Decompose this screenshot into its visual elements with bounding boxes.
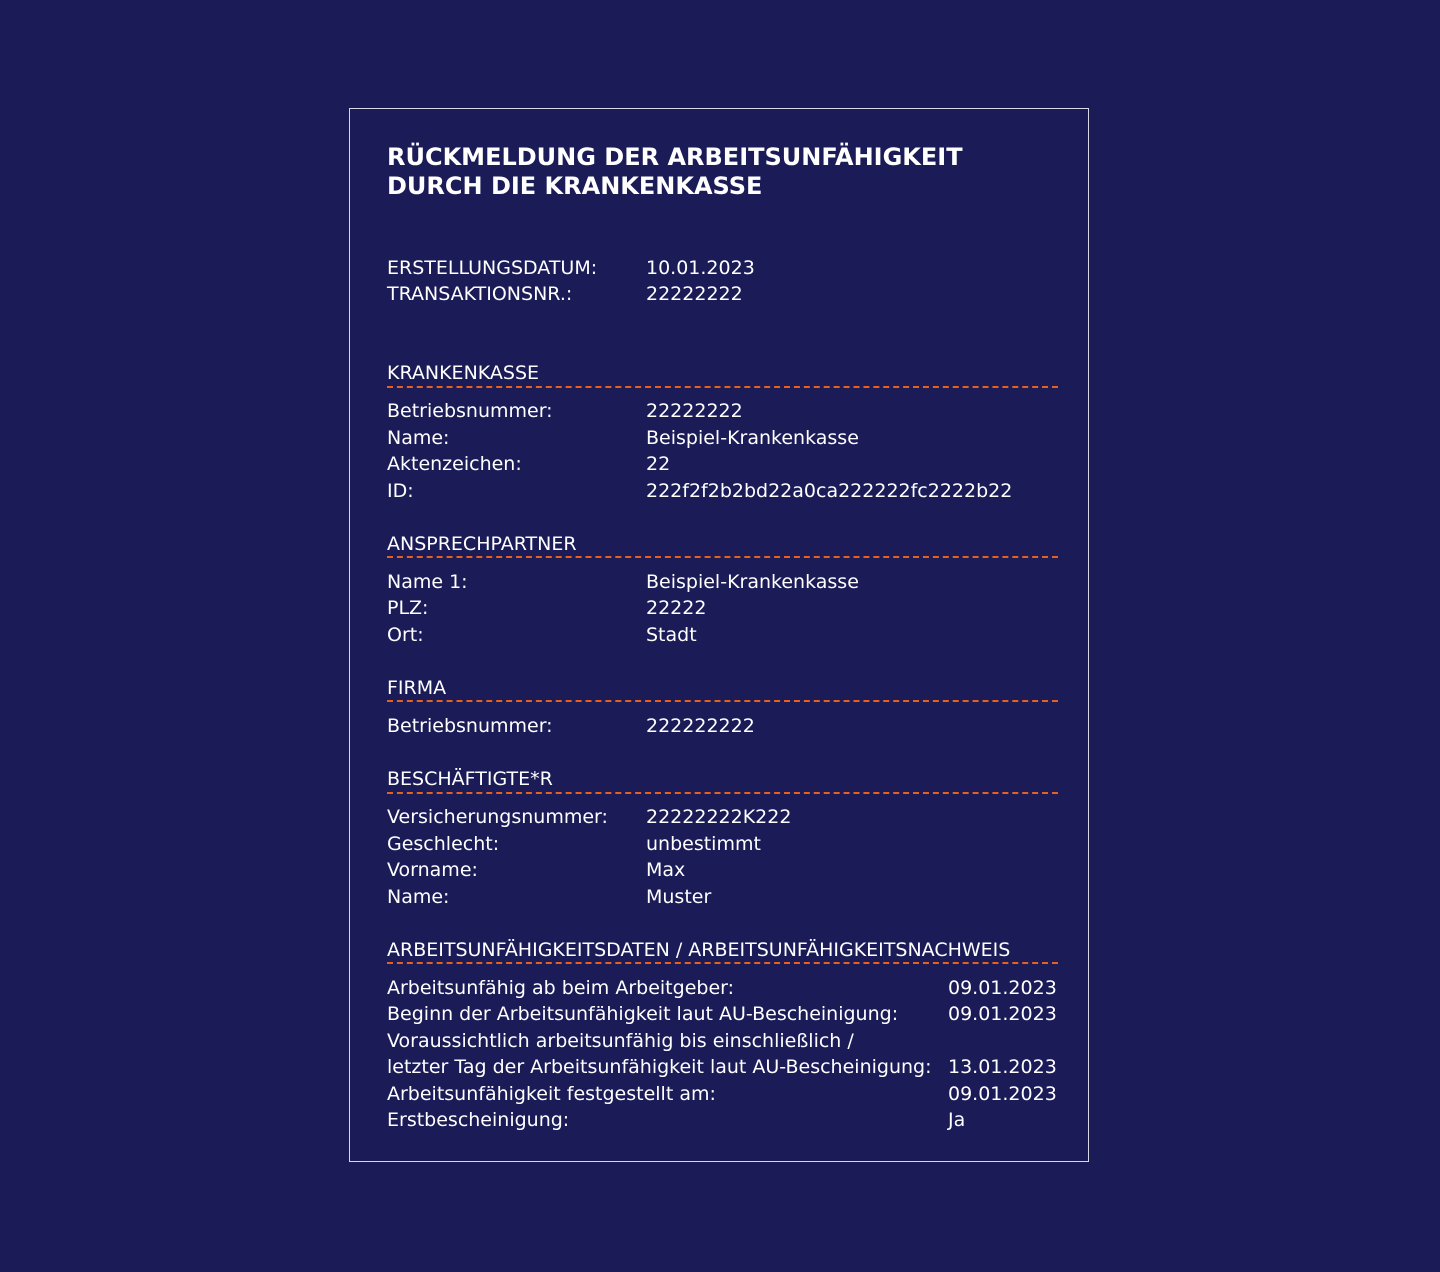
field-label: ID:: [387, 480, 414, 502]
section-heading-beschaeftigte: BESCHÄFTIGTE*R: [387, 768, 553, 790]
field-label: Name:: [387, 427, 450, 449]
field-row: [387, 831, 1058, 857]
field-label: Vorname:: [387, 859, 478, 881]
field-row: [387, 804, 1058, 830]
field-value: 22: [646, 453, 671, 475]
field-value: 09.01.2023: [948, 977, 1057, 999]
section-divider: [387, 386, 1058, 388]
field-row: [387, 975, 1058, 1001]
field-row: [387, 1001, 1058, 1027]
field-row: [387, 1054, 1058, 1080]
field-value: 09.01.2023: [948, 1003, 1057, 1025]
field-label: Name:: [387, 886, 450, 908]
field-label: Versicherungsnummer:: [387, 806, 608, 828]
field-label: Geschlecht:: [387, 833, 500, 855]
field-value: 13.01.2023: [948, 1056, 1057, 1078]
section-heading-krankenkasse: KRANKENKASSE: [387, 362, 540, 384]
section-divider: [387, 792, 1058, 794]
field-value: 222f2f2b2bd22a0ca222222fc2222b22: [646, 480, 1013, 502]
field-row: [387, 713, 1058, 739]
field-label: Name 1:: [387, 571, 468, 593]
field-value: Max: [646, 859, 686, 881]
field-row: [387, 1107, 1058, 1133]
section-divider: [387, 700, 1058, 702]
document-card: [349, 108, 1089, 1162]
document-title: RÜCKMELDUNG DER ARBEITSUNFÄHIGKEIT DURCH DIE KRANKENKASSE: [387, 143, 963, 200]
meta-value: 22222222: [646, 283, 743, 305]
field-row: [387, 569, 1058, 595]
field-row: [387, 884, 1058, 910]
section-heading-firma: FIRMA: [387, 677, 447, 699]
meta-value: 10.01.2023: [646, 257, 755, 279]
field-row: [387, 398, 1058, 424]
meta-label: TRANSAKTIONSNR.:: [387, 283, 573, 305]
field-label: Arbeitsunfähig ab beim Arbeitgeber:: [387, 977, 735, 999]
field-value: Ja: [948, 1109, 966, 1131]
field-label: letzter Tag der Arbeitsunfähigkeit laut AU-Bescheinigung:: [387, 1056, 932, 1078]
field-label: Betriebsnummer:: [387, 715, 553, 737]
field-label: Aktenzeichen:: [387, 453, 522, 475]
meta-row-creation-date: [387, 255, 1058, 281]
section-divider: [387, 962, 1058, 964]
meta-label: ERSTELLUNGSDATUM:: [387, 257, 598, 279]
field-value: Beispiel-Krankenkasse: [646, 427, 859, 449]
field-value: Muster: [646, 886, 712, 908]
field-value: 22222: [646, 597, 707, 619]
field-label: Ort:: [387, 624, 424, 646]
field-label: PLZ:: [387, 597, 429, 619]
field-row: [387, 622, 1058, 648]
field-label: Voraussichtlich arbeitsunfähig bis einschließlich /: [387, 1030, 854, 1052]
field-value: 222222222: [646, 715, 755, 737]
section-heading-ansprechpartner: ANSPRECHPARTNER: [387, 533, 577, 555]
field-row: [387, 478, 1058, 504]
field-row: [387, 451, 1058, 477]
field-row: [387, 1028, 1058, 1054]
field-value: 09.01.2023: [948, 1083, 1057, 1105]
field-value: Beispiel-Krankenkasse: [646, 571, 859, 593]
field-value: 22222222: [646, 400, 743, 422]
meta-row-transaction-number: [387, 281, 1058, 307]
field-label: Erstbescheinigung:: [387, 1109, 570, 1131]
section-heading-au-daten: ARBEITSUNFÄHIGKEITSDATEN / ARBEITSUNFÄHIGKEITSNACHWEIS: [387, 939, 1011, 961]
field-label: Arbeitsunfähigkeit festgestellt am:: [387, 1083, 716, 1105]
field-value: 22222222K222: [646, 806, 792, 828]
section-divider: [387, 556, 1058, 558]
field-row: [387, 425, 1058, 451]
field-row: [387, 595, 1058, 621]
field-value: unbestimmt: [646, 833, 761, 855]
field-value: Stadt: [646, 624, 697, 646]
field-label: Beginn der Arbeitsunfähigkeit laut AU-Bescheinigung:: [387, 1003, 899, 1025]
field-label: Betriebsnummer:: [387, 400, 553, 422]
field-row: [387, 1081, 1058, 1107]
field-row: [387, 857, 1058, 883]
